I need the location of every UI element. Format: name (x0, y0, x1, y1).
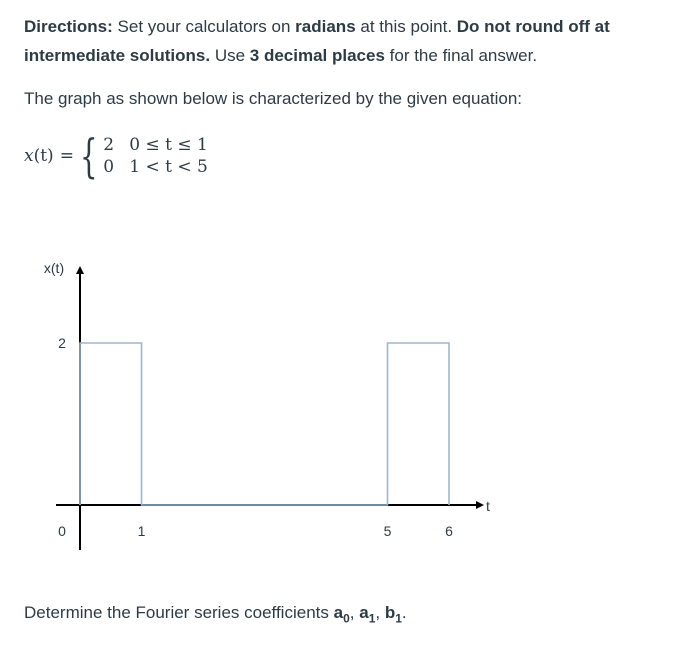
coef-b1-letter: b (384, 603, 396, 622)
equation-case-1 (103, 134, 208, 156)
coef-a0-letter: a (333, 603, 344, 622)
case-2-condition: 1 < t < 5 (129, 157, 208, 177)
question-prompt: Determine the Fourier series coefficients (24, 603, 334, 622)
coef-a1 (359, 603, 376, 626)
coef-b1 (384, 603, 402, 626)
y-axis-arrow-icon (76, 266, 84, 274)
case-1-value: 2 (103, 135, 115, 155)
directions-text-3: Use (210, 46, 250, 65)
x-axis-label: t (486, 498, 490, 514)
piecewise-equation (24, 128, 208, 184)
y-axis-label: x(t) (43, 260, 65, 276)
question-text (24, 600, 684, 631)
directions-text-2: at this point. (355, 17, 457, 36)
x-tick-label-0: 0 (58, 523, 66, 539)
equation-cases (103, 134, 208, 178)
coef-a1-sub: 1 (368, 611, 376, 626)
coef-a1-letter: a (359, 603, 369, 622)
x-axis-arrow-icon (476, 501, 484, 509)
intro-text: The graph as shown below is characterized by the given equation: (24, 89, 523, 108)
decimals-emphasis: 3 decimal places (249, 46, 385, 65)
signal-line (80, 343, 449, 505)
sep-1: , (349, 603, 360, 622)
equation-arg: (t) (33, 146, 54, 166)
equals-sign: = (59, 146, 74, 166)
x-tick-label-1: 1 (137, 523, 146, 539)
x-tick-label-6: 6 (445, 523, 453, 539)
directions-label: Directions: (24, 17, 113, 36)
no-round-emphasis: Do not round off at intermediate solutions. (24, 17, 610, 65)
directions-paragraph (24, 12, 684, 70)
y-tick-label-2: 2 (58, 335, 66, 351)
sep-2: , (375, 603, 385, 622)
case-2-value: 0 (103, 157, 115, 177)
radians-emphasis: radians (295, 17, 356, 36)
equation-case-2 (103, 156, 208, 178)
coef-a0 (333, 603, 350, 626)
equation-lhs (24, 146, 54, 166)
case-1-condition: 0 ≤ t ≤ 1 (129, 135, 208, 155)
x-tick-label-5: 5 (383, 523, 392, 539)
question-end: . (401, 603, 407, 622)
directions-text-4: for the final answer. (384, 46, 538, 65)
coef-b1-sub: 1 (395, 611, 402, 626)
directions-text-1: Set your calculators on (112, 17, 296, 36)
left-brace-icon: { (79, 129, 98, 183)
signal-graph (0, 240, 700, 570)
equation-var: x (24, 146, 34, 166)
coef-a0-sub: 0 (343, 611, 350, 626)
